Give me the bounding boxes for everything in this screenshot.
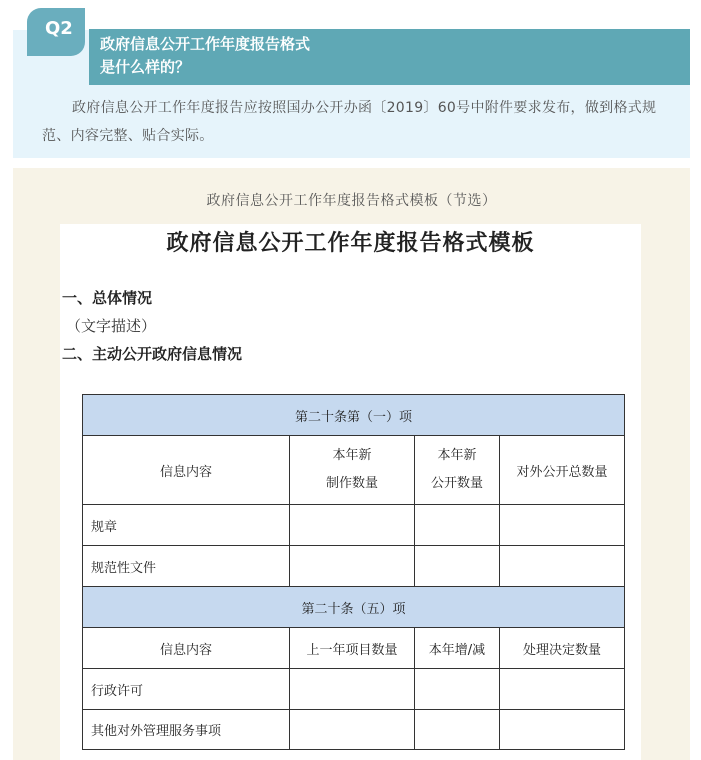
table-cell [500, 669, 625, 710]
table-col-decisions: 处理决定数量 [500, 628, 625, 669]
table-header-row [83, 395, 625, 436]
table-header-row [83, 587, 625, 628]
faq-answer: 政府信息公开工作年度报告应按照国办公开办函〔2019〕60号中附件要求发布，做到格式规范、内容完整、贴合实际。 [42, 100, 657, 144]
section-heading-overview: 一、总体情况 [62, 289, 153, 307]
table-row [83, 669, 625, 710]
table-cell-label: 规章 [83, 505, 290, 546]
table-col-total-public: 对外公开总数量 [500, 436, 625, 505]
table-column-row [83, 436, 625, 505]
table-cell [500, 505, 625, 546]
template-caption: 政府信息公开工作年度报告格式模板（节选） [206, 193, 497, 209]
table-row [83, 710, 625, 750]
faq-title-line-2: 是什么样的？ [100, 58, 191, 76]
table-part1-header: 第二十条第（一）项 [83, 395, 625, 436]
table-cell-label: 规范性文件 [83, 546, 290, 587]
table-cell [290, 669, 415, 710]
table-part2-header: 第二十条（五）项 [83, 587, 625, 628]
table-col-content: 信息内容 [83, 436, 290, 505]
col-label-line: 本年新 [332, 448, 372, 463]
table-cell [290, 710, 415, 750]
disclosure-table [82, 394, 625, 750]
faq-title [100, 33, 500, 79]
document-title: 政府信息公开工作年度报告格式模板 [166, 230, 535, 256]
table-col-change: 本年增/减 [415, 628, 500, 669]
table-cell [290, 505, 415, 546]
col-label-line: 制作数量 [325, 476, 378, 491]
table-cell [415, 546, 500, 587]
col-label-line: 本年新 [437, 448, 477, 463]
table-cell [415, 669, 500, 710]
faq-title-line-1: 政府信息公开工作年度报告格式 [100, 35, 311, 53]
table-col-new-published [415, 436, 500, 505]
table-cell [415, 505, 500, 546]
table-row [83, 546, 625, 587]
table-cell [290, 546, 415, 587]
table-column-row [83, 628, 625, 669]
section-note: （文字描述） [66, 317, 157, 335]
question-badge-label: Q2 [45, 18, 73, 39]
col-label-line: 公开数量 [430, 476, 483, 491]
table-cell-label: 行政许可 [83, 669, 290, 710]
section-heading-disclosure: 二、主动公开政府信息情况 [62, 345, 243, 363]
table-col-prev-year: 上一年项目数量 [290, 628, 415, 669]
table-col-content: 信息内容 [83, 628, 290, 669]
table-cell [500, 710, 625, 750]
table-cell [415, 710, 500, 750]
table-col-new-made [290, 436, 415, 505]
table-row [83, 505, 625, 546]
table-cell-label: 其他对外管理服务事项 [83, 710, 290, 750]
table-cell [500, 546, 625, 587]
